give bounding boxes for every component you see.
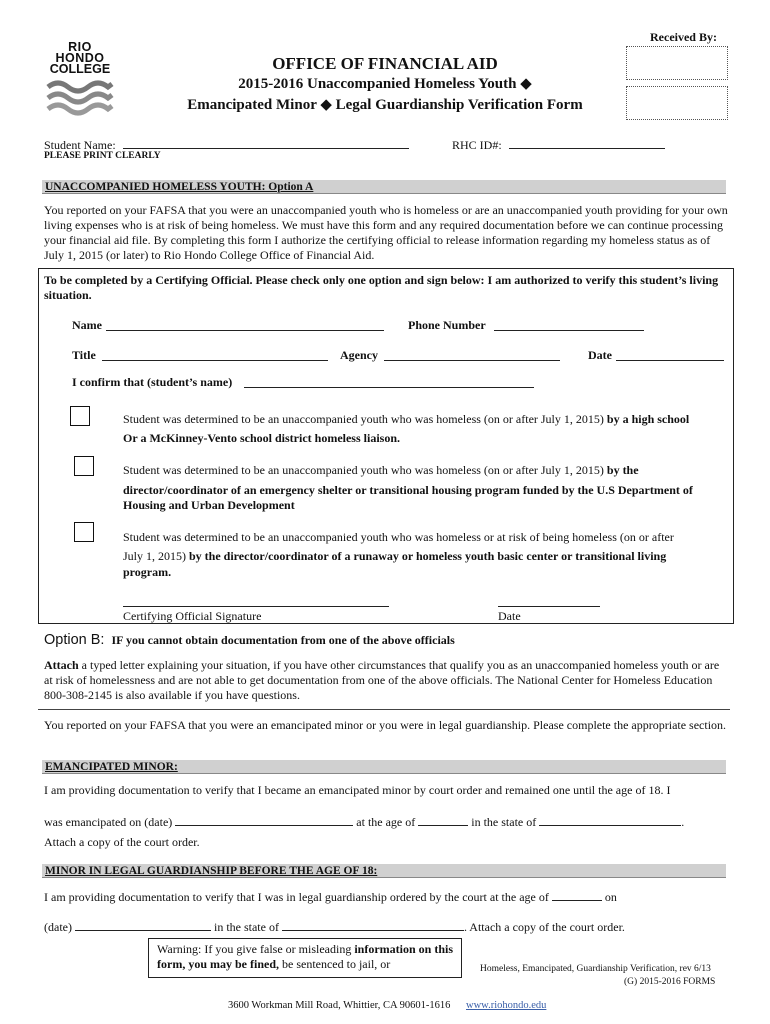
official-title-field[interactable] xyxy=(102,348,328,361)
emancipated-date-label: was emancipated on (date) xyxy=(44,815,173,829)
signature-date-field[interactable] xyxy=(498,594,600,607)
logo-text-rio: RIO xyxy=(68,40,92,54)
official-instructions: To be completed by a Certifying Official. Please check only one option and sign below: I am authorized to verify this student’s living situation. xyxy=(44,273,719,302)
check-option-2-line1 xyxy=(123,463,639,478)
logo-text-college: COLLEGE xyxy=(49,62,111,76)
guardianship-on-label: on xyxy=(604,890,617,904)
guardianship-line2 xyxy=(44,918,625,935)
warning-text-end: be sentenced to jail, or xyxy=(279,957,391,971)
check-option-3-line2 xyxy=(123,549,666,564)
emancipated-intro: You reported on your FAFSA that you were an emancipated minor or you were in legal guardianship. Please complete the appropriate section. xyxy=(44,718,727,732)
attach-text: a typed letter explaining your situation, if you have other circumstances that qualify you as an unaccompanied homeless youth or are at risk of homelessness and are not able to get documentation from one of the above officials. The National Center for Homeless Education 800-308-2145 is also available if you have questions. xyxy=(44,658,720,702)
phone-number-label: Phone Number xyxy=(408,318,486,332)
agency-label: Agency xyxy=(340,348,378,362)
section-divider xyxy=(38,709,730,710)
checkbox-shelter-director[interactable] xyxy=(74,456,94,476)
rhc-id-field[interactable] xyxy=(509,136,665,149)
emancipated-line2: was emancipated on (date) at the age of in the state of . xyxy=(44,815,685,829)
attach-bold: Attach xyxy=(44,658,79,672)
phone-number-field[interactable] xyxy=(494,318,644,331)
option-a-heading: UNACCOMPANIED HOMELESS YOUTH: Option A xyxy=(42,180,726,194)
check-option-1-line1 xyxy=(123,412,689,427)
check-option-3-bold: by the director/coordinator of a runaway or homeless youth basic center or transitional living xyxy=(186,549,667,563)
official-date-field[interactable] xyxy=(616,348,724,361)
received-by-label: Received By: xyxy=(650,30,717,44)
confirm-student-field[interactable] xyxy=(244,375,534,388)
option-a-intro: You reported on your FAFSA that you were an unaccompanied youth who is homeless or are an unaccompanied youth providing for your own living expenses who is at risk of being homeless. We must have this form and any required documentation before we can continue processing your financial aid file. By completing this form I authorize the certifying official to release information regarding my homeless status as of July 1, 2015 (or later) to Rio Hondo College Office of Financial Aid. xyxy=(44,203,728,262)
form-id-line2: (G) 2015-2016 FORMS xyxy=(624,977,716,987)
warning-text: Warning: If you give false or misleading xyxy=(157,942,355,956)
form-id-line1: Homeless, Emancipated, Guardianship Verification, rev 6/13 xyxy=(480,964,711,974)
check-option-3-line1: Student was determined to be an unaccompanied youth who was homeless or at risk of being homeless (on or after xyxy=(123,530,674,544)
emancipated-date-field[interactable] xyxy=(175,813,353,826)
check-option-1-bold: by a high school xyxy=(603,412,690,426)
official-name-label: Name xyxy=(72,318,102,332)
guardianship-age-field[interactable] xyxy=(552,888,602,901)
emancipated-age-field[interactable] xyxy=(418,813,468,826)
checkbox-runaway-youth-center[interactable] xyxy=(74,522,94,542)
guardianship-date-label: (date) xyxy=(44,920,72,934)
guardianship-line1 xyxy=(44,888,617,905)
option-b-text xyxy=(44,658,730,703)
check-option-2-line3: Housing and Urban Development xyxy=(123,498,295,512)
emancipated-line3: Attach a copy of the court order. xyxy=(44,835,200,849)
emancipated-age-label: at the age of xyxy=(356,815,416,829)
option-b-subtitle: IF you cannot obtain documentation from one of the above officials xyxy=(111,633,455,647)
guardianship-attach-note: . Attach a copy of the court order. xyxy=(463,920,625,934)
official-title-label: Title xyxy=(72,348,96,362)
check-option-3-text: July 1, 2015) xyxy=(123,549,186,563)
footer-address: 3600 Workman Mill Road, Whittier, CA 90601-1616 xyxy=(228,1000,451,1011)
signature-label: Certifying Official Signature xyxy=(123,609,262,623)
guardianship-heading: MINOR IN LEGAL GUARDIANSHIP BEFORE THE AGE OF 18: xyxy=(42,864,726,878)
warning-box xyxy=(148,938,462,978)
signature-date-label: Date xyxy=(498,609,521,623)
checkbox-high-school-liaison[interactable] xyxy=(70,406,90,426)
guardianship-state-label: in the state of xyxy=(213,920,279,934)
emancipated-minor-heading: EMANCIPATED MINOR: xyxy=(42,760,726,774)
check-option-1-line2: Or a McKinney-Vento school district homeless liaison. xyxy=(123,431,400,445)
check-option-2-line2: director/coordinator of an emergency shelter or transitional housing program funded by the U.S Department of xyxy=(123,483,693,497)
check-option-3-line3: program. xyxy=(123,565,172,579)
warning-bold: information on this form, you may be fined, xyxy=(157,942,454,971)
logo-text-hondo: HONDO xyxy=(55,51,105,65)
page-title: OFFICE OF FINANCIAL AID xyxy=(272,54,498,73)
guardianship-date-field[interactable] xyxy=(75,918,211,931)
option-b-heading xyxy=(44,632,455,648)
form-subtitle-2: Emancipated Minor ◆ Legal Guardianship Verification Form xyxy=(187,97,583,113)
official-date-label: Date xyxy=(588,348,612,362)
rhc-id-label: RHC ID#: xyxy=(452,138,502,152)
confirm-student-label: I confirm that (student’s name) xyxy=(72,375,233,389)
student-name-label: Student Name: xyxy=(44,138,116,152)
check-option-2-text: Student was determined to be an unaccompanied youth who was homeless (on or after July 1, 2015) xyxy=(123,463,604,477)
check-option-1-text: Student was determined to be an unaccompanied youth who was homeless (on or after July 1, 2015) xyxy=(123,412,604,426)
form-subtitle-1: 2015-2016 Unaccompanied Homeless Youth ◆ xyxy=(238,76,532,92)
footer-website-link[interactable]: www.riohondo.edu xyxy=(466,1000,547,1011)
official-name-field[interactable] xyxy=(106,318,384,331)
option-b-title: Option B: xyxy=(44,632,105,648)
rhc-id-row xyxy=(452,136,665,153)
print-clearly-note: PLEASE PRINT CLEARLY xyxy=(44,151,161,161)
guardianship-age-label: I am providing documentation to verify that I was in legal guardianship ordered by the court at the age of xyxy=(44,890,549,904)
official-signature-field[interactable] xyxy=(123,594,389,607)
student-name-field[interactable] xyxy=(123,136,409,149)
guardianship-state-field[interactable] xyxy=(282,918,464,931)
emancipated-line1: I am providing documentation to verify that I became an emancipated minor by court order and remained one until the age of 18. I xyxy=(44,783,671,797)
emancipated-state-field[interactable] xyxy=(539,813,681,826)
emancipated-state-label: in the state of xyxy=(471,815,537,829)
check-option-2-bold: by the xyxy=(603,463,639,477)
agency-field[interactable] xyxy=(384,348,560,361)
